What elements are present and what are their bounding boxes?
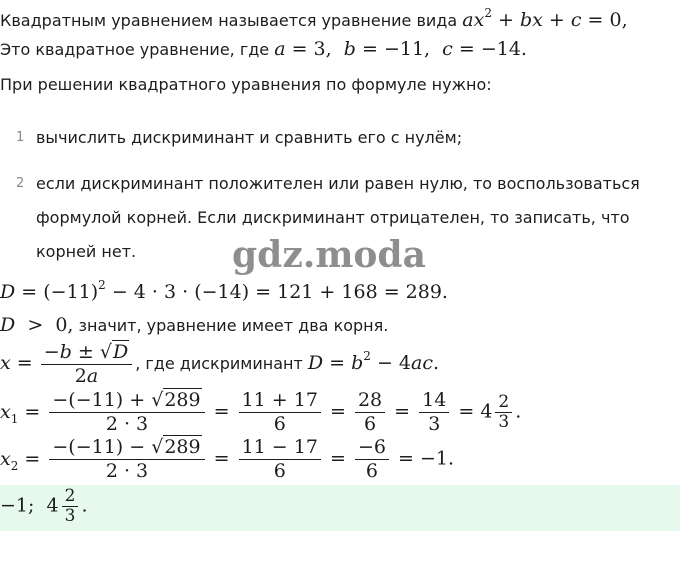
discriminant-conclusion-text: значит, уравнение имеет два корня. — [78, 316, 389, 335]
steps-intro: При решении квадратного уравнения по формуле нужно: — [0, 75, 492, 94]
answer-box — [0, 485, 680, 531]
x1-mixed-fraction: $\frac{2}{3}$ — [495, 394, 512, 431]
definition-text: Квадратным уравнением называется уравнение вида — [0, 11, 458, 30]
x1-fraction-1: $\frac{-(-11) + √289}{2 \cdot 3}$ — [49, 390, 204, 435]
x2-fraction-1: $\frac{-(-11) - √289}{2 \cdot 3}$ — [49, 437, 204, 482]
discriminant-inequality: D > 0, — [0, 314, 74, 336]
root-formula-fraction: $\frac{-b \pm √D}{2a}$ — [41, 342, 132, 387]
answer-mixed-fraction: $\frac{2}{3}$ — [62, 488, 79, 525]
root-x2-line: $x_2$ = $\frac{-(-11) - √289}{2 \cdot 3}$ = $\frac{11 - 17}{6}$ = $\frac{-6}{6}$ = −1. — [0, 436, 455, 482]
step-number: 2 — [16, 176, 25, 191]
answer-text: −1; 4 $\frac{2}{3}$ . — [0, 486, 88, 526]
x1-fraction-2: $\frac{11 + 17}{6}$ — [239, 390, 321, 435]
coefficients-formula: a = 3, b = −11, c = −14. — [274, 38, 527, 60]
x2-fraction-2: $\frac{11 - 17}{6}$ — [239, 437, 321, 482]
step-text: если дискриминант положителен или равен нулю, то воспользоваться формулой корней. Если дискриминант отрицателен, то записать, что корней нет. — [36, 174, 640, 261]
x2-result: = −1. — [398, 447, 455, 470]
definition-line — [0, 6, 628, 31]
coefficients-text: Это квадратное уравнение, где — [0, 40, 270, 59]
coefficients-line — [0, 38, 527, 60]
discriminant-definition: $D = b^2 - 4ac$. — [307, 349, 440, 374]
root-formula-line: x = $\frac{-b \pm √D}{2a}$ , где дискриминант $D = b^2 - 4ac$. — [0, 341, 440, 387]
root-x1-line: $x_1$ = $\frac{-(-11) + √289}{2 \cdot 3}$ = $\frac{11 + 17}{6}$ = $\frac{28}{6}$ = $\frac{14}{3}$ = 4 $\frac{2}{3}$ . — [0, 389, 522, 435]
x1-fraction-4: $\frac{14}{3}$ — [419, 390, 449, 435]
definition-formula: $ax^2$ + bx + c = 0, — [462, 6, 628, 31]
root-formula-text: , где дискриминант — [135, 354, 303, 373]
x2-fraction-3: $\frac{-6}{6}$ — [355, 437, 389, 482]
step-number: 1 — [16, 130, 25, 145]
x1-fraction-3: $\frac{28}{6}$ — [355, 390, 385, 435]
watermark-logo: gdz.moda — [232, 234, 426, 276]
discriminant-conclusion — [0, 314, 388, 336]
discriminant-formula: $D = (-11)^2 - 4 \cdot 3 \cdot (-14) = 121 + 168 = 289$. — [0, 278, 448, 303]
step-text: вычислить дискриминант и сравнить его с нулём; — [36, 128, 463, 147]
